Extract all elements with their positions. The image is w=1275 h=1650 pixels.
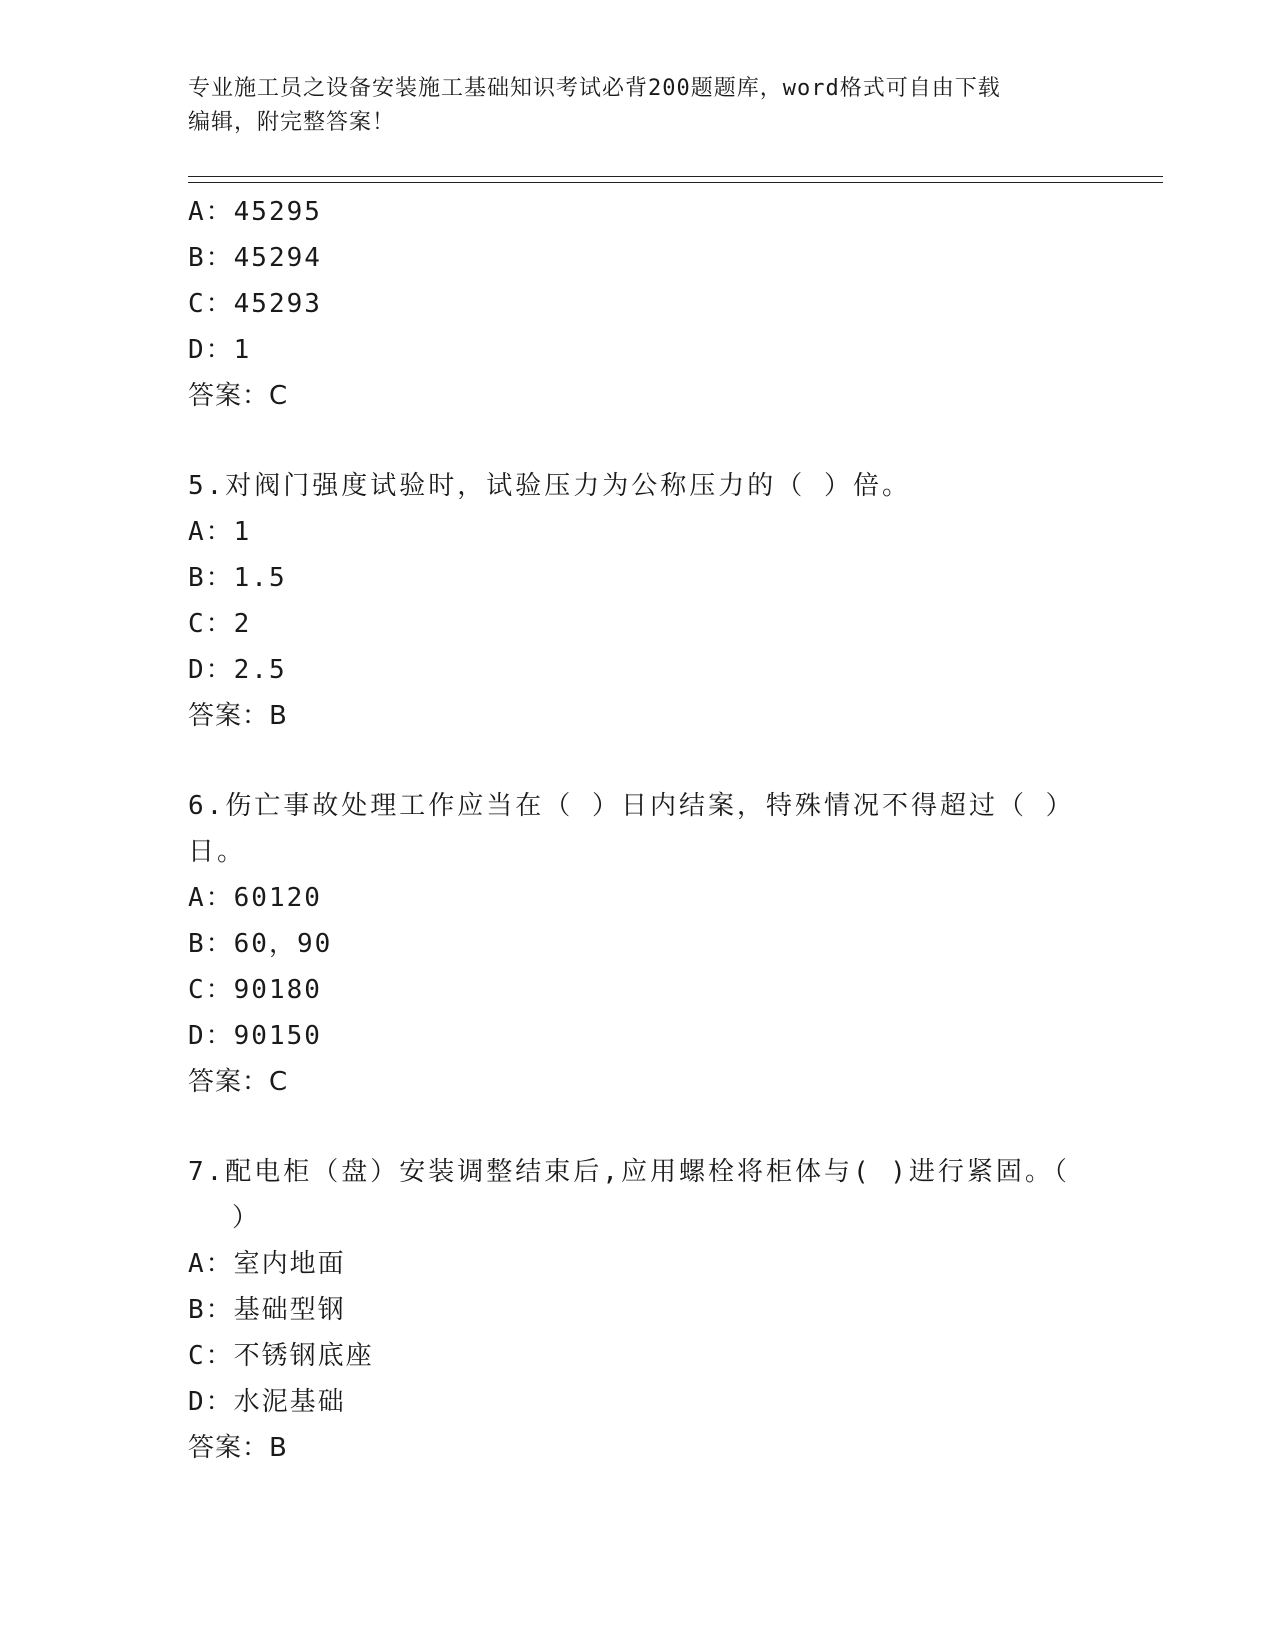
- option-b: B：基础型钢: [188, 1295, 346, 1325]
- option-b: B：60，90: [188, 929, 333, 959]
- header-title-line1: 专业施工员之设备安装施工基础知识考试必背200题题库，word格式可自由下载: [188, 76, 1001, 101]
- header-divider-top: [188, 176, 1163, 177]
- option-c: C：45293: [188, 289, 322, 319]
- option-a: A：60120: [188, 883, 322, 913]
- option-a: A：1: [188, 517, 252, 547]
- question-5-block: [188, 463, 1088, 739]
- header-divider-bottom: [188, 182, 1163, 183]
- document-header: [188, 72, 1068, 140]
- option-d: D：2.5: [188, 655, 287, 685]
- question-text: 5.对阀门强度试验时，试验压力为公称压力的（ ）倍。: [188, 471, 911, 501]
- option-d: D：90150: [188, 1021, 322, 1051]
- question-text-line2: 日。: [188, 837, 247, 867]
- option-a: A：45295: [188, 197, 322, 227]
- option-d: D：1: [188, 335, 252, 365]
- answer-line: 答案：B: [188, 1433, 288, 1463]
- answer-line: 答案：B: [188, 701, 288, 731]
- question-6-block: [188, 783, 1088, 1105]
- header-title-line2: 编辑，附完整答案！: [188, 110, 396, 135]
- question-list: [188, 189, 1088, 1471]
- question-4-block: [188, 189, 1088, 419]
- answer-line: 答案：C: [188, 1067, 289, 1097]
- spacer: [188, 419, 1088, 463]
- option-b: B：1.5: [188, 563, 287, 593]
- option-d: D：水泥基础: [188, 1387, 346, 1417]
- spacer: [188, 739, 1088, 783]
- option-c: C：90180: [188, 975, 322, 1005]
- answer-line: 答案：C: [188, 381, 289, 411]
- option-c: C：不锈钢底座: [188, 1341, 374, 1371]
- option-c: C：2: [188, 609, 252, 639]
- question-text-line1: 6.伤亡事故处理工作应当在（ ）日内结案，特殊情况不得超过（ ）: [188, 791, 1075, 821]
- question-7-block: [188, 1149, 1088, 1471]
- option-b: B：45294: [188, 243, 322, 273]
- spacer: [188, 1105, 1088, 1149]
- question-text-line2: ）: [232, 1203, 262, 1233]
- option-a: A：室内地面: [188, 1249, 346, 1279]
- question-text-line1: 7.配电柜（盘）安装调整结束后,应用螺栓将柜体与( )进行紧固。（: [188, 1157, 1070, 1187]
